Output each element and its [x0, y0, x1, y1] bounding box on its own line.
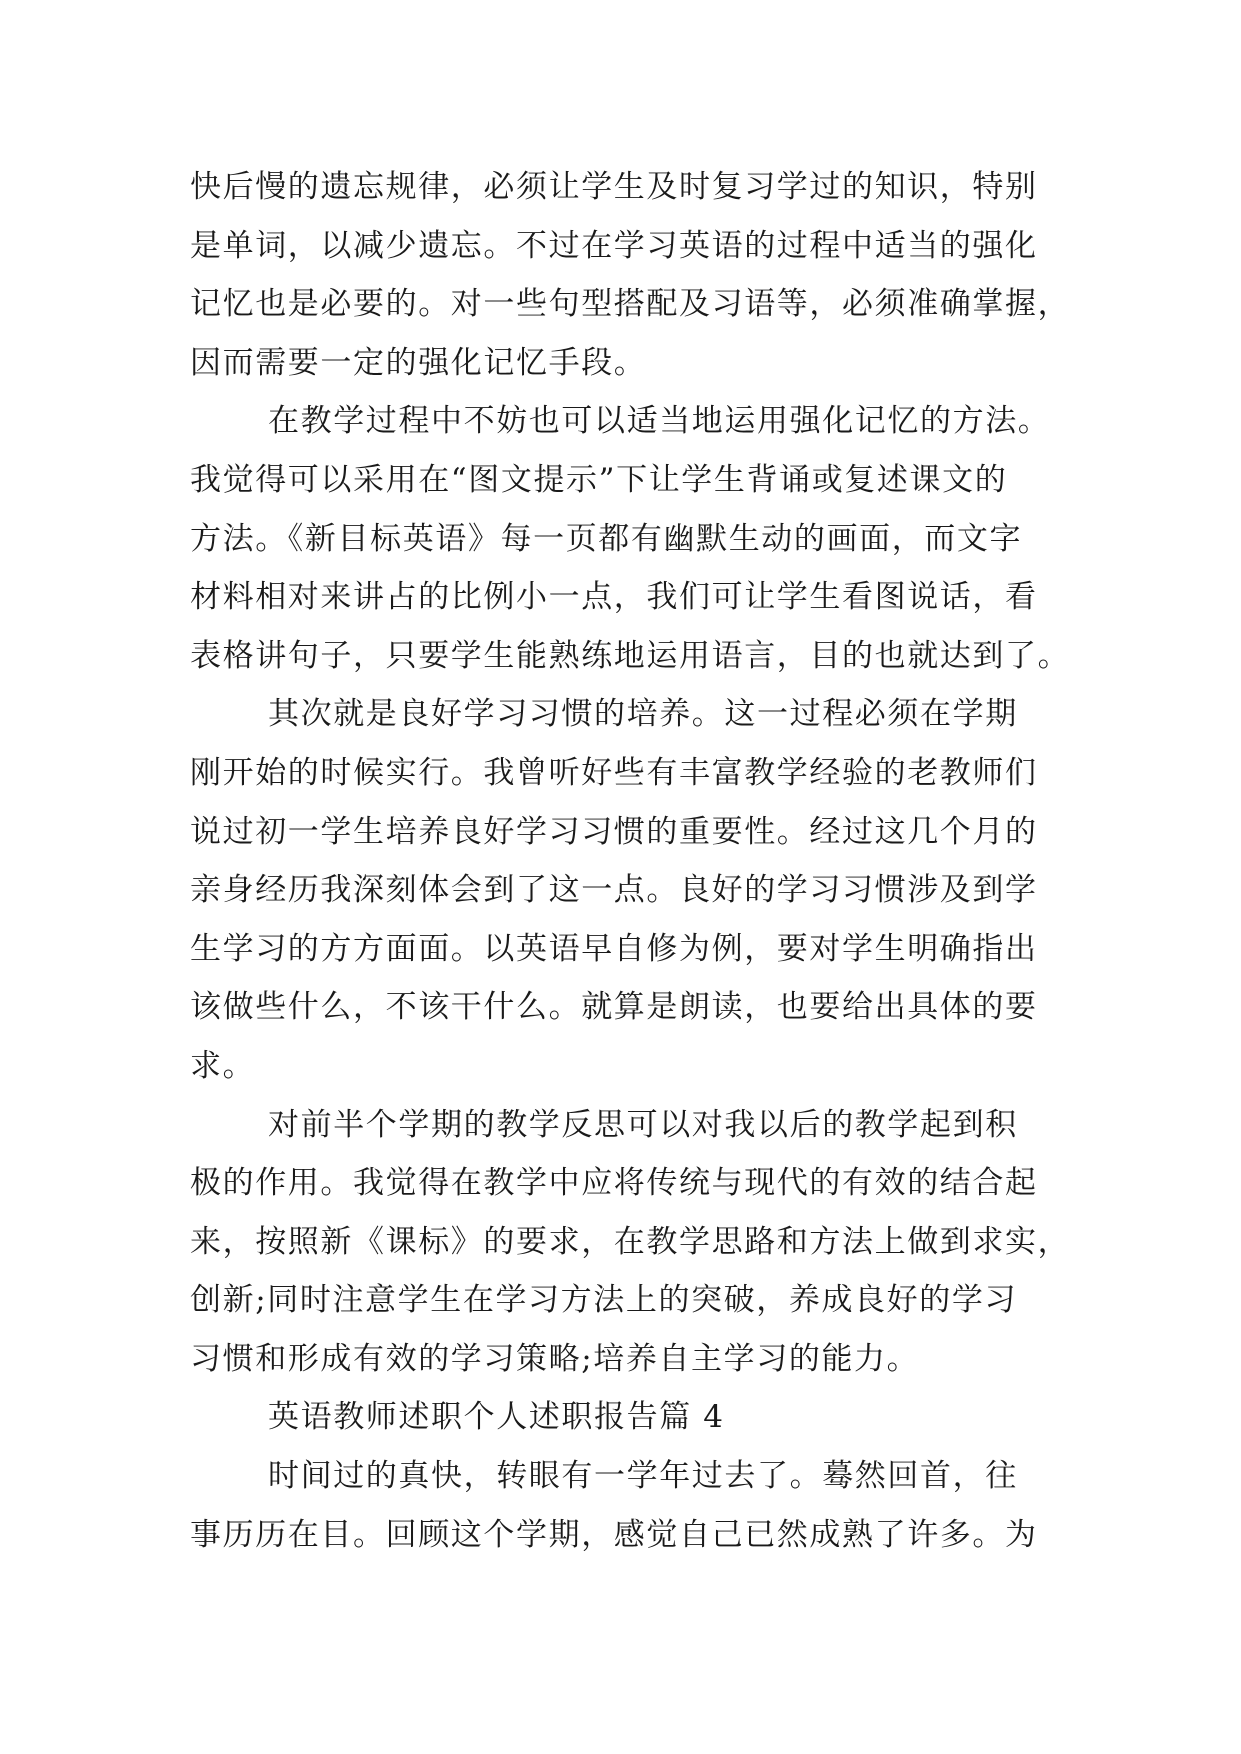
text-line: 方法。《新目标英语》每一页都有幽默生动的画面，而文字	[190, 520, 1023, 557]
text-line: 极的作用。我觉得在教学中应将传统与现代的有效的结合起	[190, 1165, 1038, 1202]
text-line: 是单词，以减少遗忘。不过在学习英语的过程中适当的强化	[190, 227, 1038, 264]
text-line: 材料相对来讲占的比例小一点，我们可让学生看图说话，看	[190, 579, 1038, 616]
text-line: 记忆也是必要的。对一些句型搭配及习语等，必须准确掌握，	[190, 286, 1071, 323]
text-line: 来，按照新《课标》的要求，在教学思路和方法上做到求实，	[190, 1223, 1071, 1260]
text-line: 求。	[190, 1047, 256, 1084]
text-line: 生学习的方方面面。以英语早自修为例，要对学生明确指出	[190, 930, 1038, 967]
text-line: 因而需要一定的强化记忆手段。	[190, 344, 647, 381]
text-line: 快后慢的遗忘规律，必须让学生及时复习学过的知识，特别	[190, 169, 1038, 205]
text-line: 创新;同时注意学生在学习方法上的突破，养成良好的学习	[190, 1282, 1018, 1319]
paragraph-start-line: 其次就是良好学习习惯的培养。这一过程必须在学期	[268, 696, 1018, 733]
text-line: 事历历在目。回顾这个学期，感觉自己已然成熟了许多。为	[190, 1516, 1038, 1553]
text-line: 习惯和形成有效的学习策略;培养自主学习的能力。	[190, 1340, 920, 1377]
text-line: 表格讲句子，只要学生能熟练地运用语言，目的也就达到了。	[190, 637, 1071, 674]
paragraph-start-line: 对前半个学期的教学反思可以对我以后的教学起到积	[268, 1106, 1018, 1143]
text-line: 说过初一学生培养良好学习习惯的重要性。经过这几个月的	[190, 813, 1038, 850]
text-line: 该做些什么，不该干什么。就算是朗读，也要给出具体的要	[190, 989, 1038, 1026]
text-line: 亲身经历我深刻体会到了这一点。良好的学习习惯涉及到学	[190, 872, 1038, 909]
text-line: 我觉得可以采用在“图文提示”下让学生背诵或复述课文的	[190, 461, 1008, 498]
paragraph-start-line: 在教学过程中不妨也可以适当地运用强化记忆的方法。	[268, 403, 1051, 440]
text-line: 刚开始的时候实行。我曾听好些有丰富教学经验的老教师们	[190, 754, 1038, 791]
section-heading: 英语教师述职个人述职报告篇 4	[268, 1399, 725, 1436]
paragraph-start-line: 时间过的真快，转眼有一学年过去了。蓦然回首，往	[268, 1458, 1018, 1495]
document-body	[190, 158, 1071, 1564]
